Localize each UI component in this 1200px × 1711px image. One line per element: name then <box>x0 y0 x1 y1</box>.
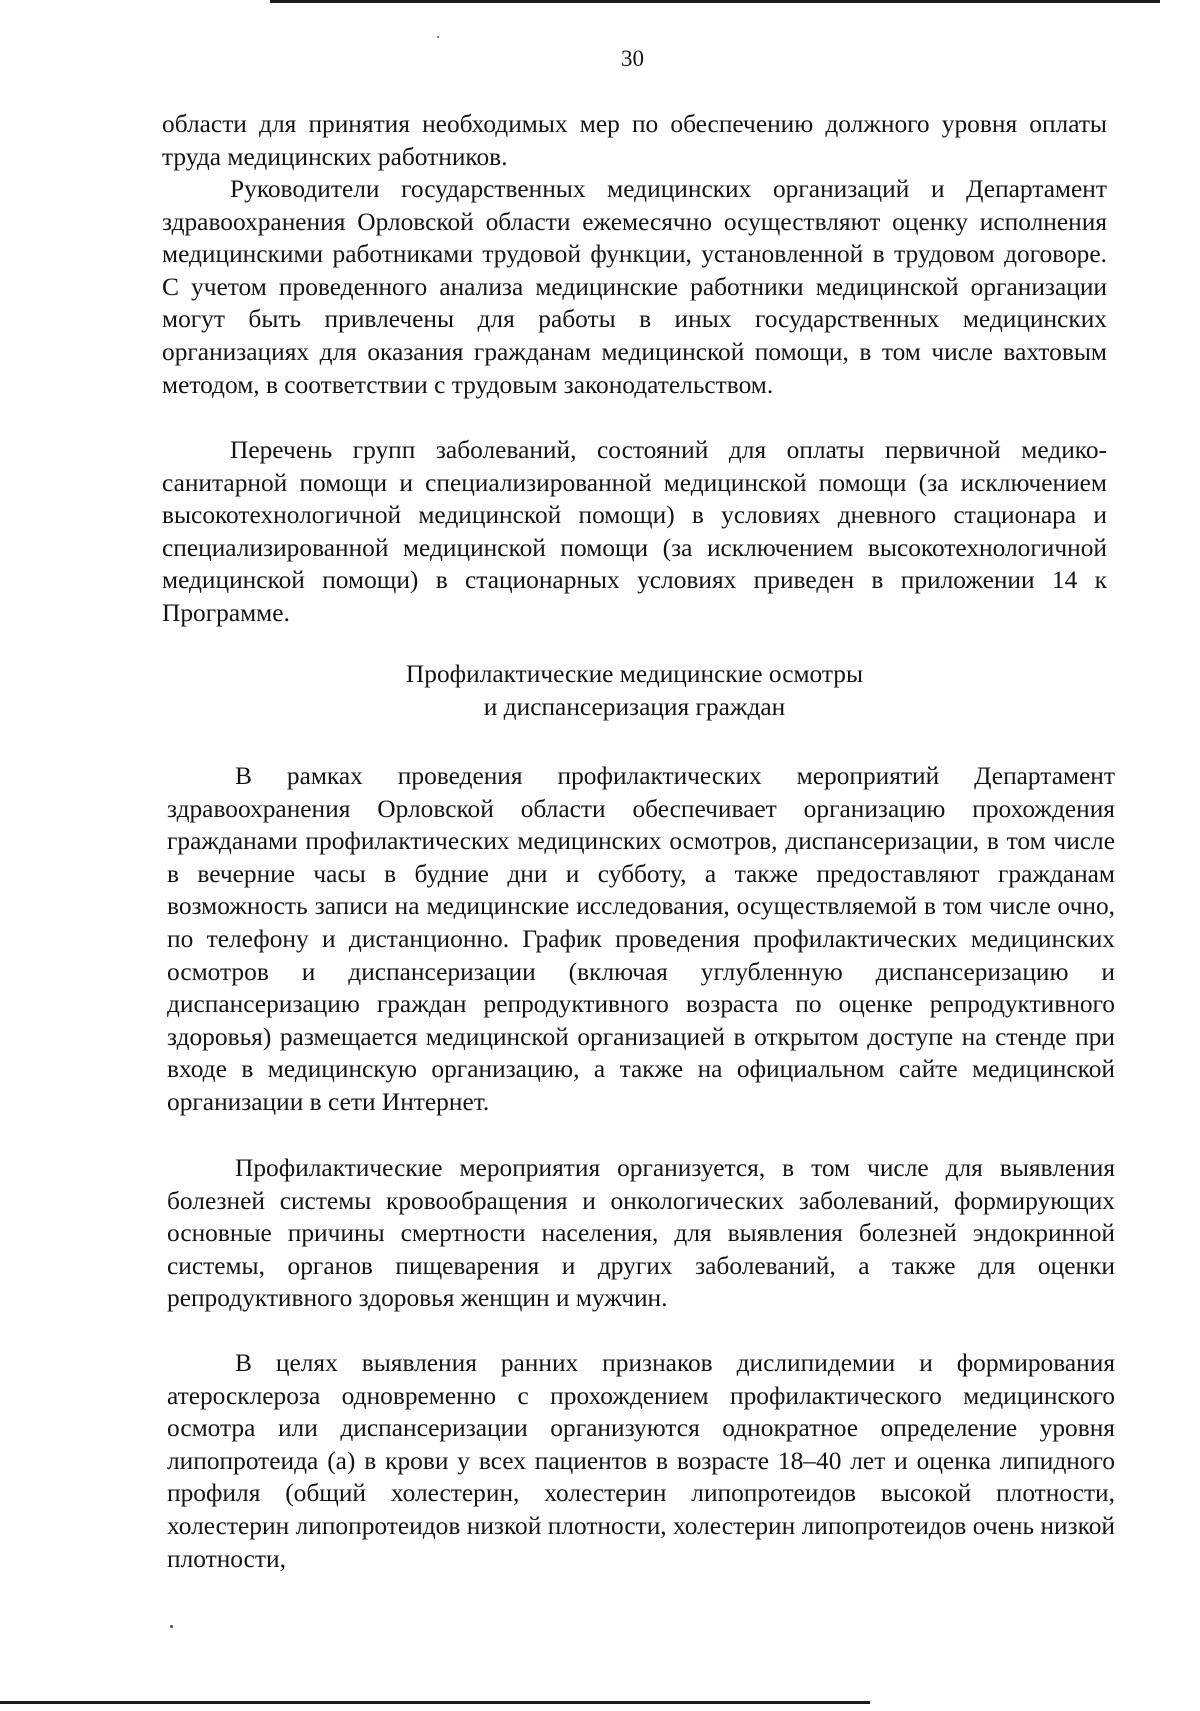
paragraph-managers-evaluation: Руководители государственных медицинских организаций и Департамент здравоохранения Орловской области ежемесячно осуществляют оценку исполнения медицинскими работниками трудовой функции, установленной в трудовом договоре. С учетом проведенного анализа медицинские работники медицинской организации могут быть привлечены для работы в иных государственных медицинских организациях для оказания гражданам медицинской помощи, в том числе вахтовым методом, в соответствии с трудовым законодательством. <box>162 175 1107 399</box>
paragraph-disease-groups: Перечень групп заболеваний, состояний для оплаты первичной медико-санитарной помощи и специализированной медицинской помощи (за исключением высокотехнологичной медицинской помощи) в условиях дневного стационара и специализированной медицинской помощи (за исключением высокотехнологичной медицинской помощи) в стационарных условиях приведен в приложении 14 к Программе. <box>162 436 1107 627</box>
scan-speck <box>437 36 439 38</box>
paragraph-continuation: области для принятия необходимых мер по обеспечению должного уровня оплаты труда медицинских работников. <box>162 110 1107 171</box>
top-scan-border <box>270 0 1160 3</box>
paragraph-preventive-measures: В рамках проведения профилактических мероприятий Департамент здравоохранения Орловской области обеспечивает организацию прохождения гражданами профилактических медицинских осмотров, диспансеризации, в том числе в вечерние часы в будние дни и субботу, а также предоставляют гражданам возможность записи на медицинские исследования, осуществляемой в том числе очно, по телефону и дистанционно. График проведения профилактических медицинских осмотров и диспансеризации (включая углубленную диспансеризацию и диспансеризацию граждан репродуктивного возраста по оценке репродуктивного здоровья) размещается медицинской организацией в открытом доступе на стенде при входе в медицинскую организацию, а также на официальном сайте медицинской организации в сети Интернет. <box>167 762 1115 1116</box>
paragraph-preventive-organization: Профилактические мероприятия организуется, в том числе для выявления болезней системы кровообращения и онкологических заболеваний, формирующих основные причины смертности населения, для выявления болезней эндокринной системы, органов пищеварения и других заболеваний, а также для оценки репродуктивного здоровья женщин и мужчин. <box>167 1154 1115 1313</box>
section-heading-line-1: Профилактические медицинские осмотры <box>405 660 864 688</box>
section-heading-line-2: и диспансеризация граждан <box>483 693 786 721</box>
scan-speck <box>170 1625 173 1628</box>
bottom-scan-border <box>0 1701 870 1704</box>
section-heading <box>162 658 1107 724</box>
paragraph-dyslipidemia: В целях выявления ранних признаков дислипидемии и формирования атеросклероза одновременно с прохождением профилактического медицинского осмотра или диспансеризации организуются однократное определение уровня липопротеида (а) в крови у всех пациентов в возрасте 18–40 лет и оценка липидного профиля (общий холестерин, холестерин липопротеидов высокой плотности, холестерин липопротеидов низкой плотности, холестерин липопротеидов очень низкой плотности, <box>167 1349 1115 1573</box>
page-number: 30 <box>621 46 644 71</box>
